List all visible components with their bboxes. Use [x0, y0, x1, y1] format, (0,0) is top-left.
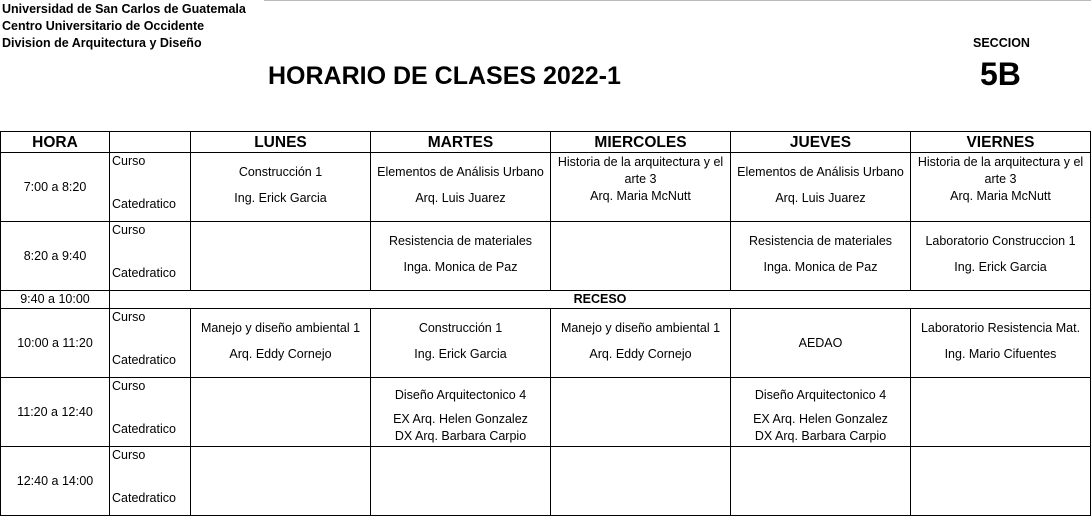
header-day: MIERCOLES	[551, 132, 731, 153]
spacer	[191, 448, 370, 458]
class-cell	[911, 153, 1091, 222]
schedule-body	[1, 132, 1091, 516]
spacer	[911, 389, 1090, 398]
spacer	[191, 223, 370, 233]
teacher-label: Catedratico	[112, 352, 176, 367]
course-name: Historia de la arquitectura y el arte 3	[557, 155, 724, 186]
teacher-name: Ing. Erick Garcia	[414, 347, 507, 361]
class-cell	[191, 378, 371, 447]
class-cell	[911, 222, 1091, 291]
cell-content	[731, 154, 910, 220]
header-day: MARTES	[371, 132, 551, 153]
spacer	[191, 458, 370, 467]
class-cell	[731, 153, 911, 222]
class-cell	[731, 222, 911, 291]
class-cell	[191, 222, 371, 291]
table-row	[1, 447, 1091, 516]
row-labels	[110, 447, 191, 516]
spacer	[911, 458, 1090, 467]
header-hora: HORA	[1, 132, 110, 153]
cell-content	[911, 154, 1090, 220]
course-label: Curso	[112, 448, 146, 462]
cell-content	[551, 379, 730, 445]
spacer	[911, 379, 1090, 389]
cell-content	[371, 223, 550, 289]
spacer	[551, 458, 730, 467]
teacher-label: Catedratico	[112, 265, 176, 280]
header-row	[1, 132, 1091, 153]
course-name: Laboratorio Resistencia Mat.	[920, 321, 1081, 335]
recess-time: 9:40 a 10:00	[1, 291, 110, 309]
teacher-name: Arq. Eddy Cornejo	[229, 347, 332, 361]
spacer	[731, 181, 910, 190]
cell-content	[371, 379, 550, 445]
spacer	[911, 337, 1090, 346]
cell-content	[191, 223, 370, 289]
cell-content	[371, 448, 550, 514]
course-name: Historia de la arquitectura y el arte 3	[917, 155, 1084, 186]
course-name: Resistencia de materiales	[748, 234, 893, 248]
course-name: Elementos de Análisis Urbano	[737, 165, 904, 179]
cell-content	[551, 310, 730, 376]
recess-label: RECESO	[110, 291, 1091, 309]
teacher-name: EX Arq. Helen Gonzalez	[753, 412, 888, 426]
spacer	[731, 223, 910, 233]
teacher-label: Catedratico	[112, 421, 176, 436]
spacer	[191, 379, 370, 389]
course-name: Diseño Arquitectonico 4	[754, 387, 887, 402]
spacer	[191, 181, 370, 190]
class-cell	[911, 378, 1091, 447]
class-cell	[731, 309, 911, 378]
cell-content	[911, 379, 1090, 445]
course-label: Curso	[112, 223, 146, 237]
cell-content	[731, 223, 910, 289]
class-cell	[371, 378, 551, 447]
spacer	[191, 233, 370, 242]
course-name: Construcción 1	[418, 321, 503, 335]
time-slot: 8:20 a 9:40	[1, 222, 110, 291]
header-day: LUNES	[191, 132, 371, 153]
class-cell	[191, 153, 371, 222]
course-name: Construcción 1	[238, 165, 323, 179]
class-cell	[911, 447, 1091, 516]
teacher-name: Ing. Erick Garcia	[954, 260, 1047, 274]
header-day: VIERNES	[911, 132, 1091, 153]
class-cell	[731, 378, 911, 447]
spacer	[371, 181, 550, 190]
cell-content	[371, 310, 550, 376]
spacer	[371, 448, 550, 458]
header-day: JUEVES	[731, 132, 911, 153]
teacher-name: Inga. Monica de Paz	[403, 260, 518, 274]
course-name: Diseño Arquitectonico 4	[394, 387, 527, 402]
spacer	[911, 250, 1090, 259]
spacer	[551, 223, 730, 233]
course-name: AEDAO	[798, 335, 843, 350]
spacer	[191, 389, 370, 398]
teacher-label: Catedratico	[112, 196, 176, 211]
spacer	[191, 154, 370, 164]
teacher-name: Arq. Luis Juarez	[775, 191, 866, 205]
spacer	[551, 448, 730, 458]
cell-content	[191, 379, 370, 445]
cell-content	[191, 310, 370, 376]
spacer	[911, 448, 1090, 458]
top-border-line	[264, 0, 1091, 1]
course-label: Curso	[112, 154, 146, 168]
page-title: HORARIO DE CLASES 2022-1	[268, 62, 621, 90]
cell-content	[371, 154, 550, 220]
cell-content	[551, 154, 730, 220]
class-cell	[191, 309, 371, 378]
spacer	[551, 337, 730, 346]
cell-content	[551, 223, 730, 289]
class-cell	[371, 309, 551, 378]
teacher-name: EX Arq. Helen Gonzalez	[393, 412, 528, 426]
teacher-label: Catedratico	[112, 490, 176, 505]
time-slot: 10:00 a 11:20	[1, 309, 110, 378]
teacher-name-2: DX Arq. Barbara Carpio	[754, 429, 887, 443]
class-cell	[551, 378, 731, 447]
spacer	[731, 404, 910, 411]
cell-content	[731, 379, 910, 445]
spacer	[371, 337, 550, 346]
spacer	[371, 223, 550, 233]
row-labels	[110, 222, 191, 291]
teacher-name: Arq. Maria McNutt	[950, 189, 1051, 203]
spacer	[551, 310, 730, 320]
class-cell	[731, 447, 911, 516]
spacer	[191, 337, 370, 346]
spacer	[371, 404, 550, 411]
teacher-name: Ing. Erick Garcia	[234, 191, 327, 205]
teacher-name-2: DX Arq. Barbara Carpio	[394, 429, 527, 443]
course-name: Elementos de Análisis Urbano	[377, 165, 544, 179]
spacer	[731, 250, 910, 259]
section-value: 5B	[980, 56, 1021, 92]
course-name: Manejo y diseño ambiental 1	[200, 321, 361, 335]
teacher-name: Arq. Maria McNutt	[590, 189, 691, 203]
class-cell	[191, 447, 371, 516]
spacer	[371, 154, 550, 164]
spacer	[911, 310, 1090, 320]
spacer	[551, 379, 730, 389]
spacer	[191, 310, 370, 320]
header-blank	[110, 132, 191, 153]
cell-content	[911, 310, 1090, 376]
spacer	[371, 379, 550, 387]
teacher-name: Inga. Monica de Paz	[763, 260, 878, 274]
cell-content	[191, 154, 370, 220]
table-row	[1, 153, 1091, 222]
campus-name: Centro Universitario de Occidente	[2, 19, 205, 33]
class-cell	[371, 447, 551, 516]
time-slot: 7:00 a 8:20	[1, 153, 110, 222]
row-labels	[110, 309, 191, 378]
cell-content	[551, 448, 730, 514]
row-labels	[110, 153, 191, 222]
table-row	[1, 222, 1091, 291]
spacer	[731, 448, 910, 458]
course-name: Resistencia de materiales	[388, 234, 533, 248]
spacer	[731, 458, 910, 467]
cell-content	[911, 448, 1090, 514]
teacher-name: Arq. Eddy Cornejo	[589, 347, 692, 361]
cell-content	[731, 448, 910, 514]
table-row	[1, 378, 1091, 447]
class-cell	[911, 309, 1091, 378]
time-slot: 11:20 a 12:40	[1, 378, 110, 447]
cell-content	[191, 448, 370, 514]
spacer	[731, 379, 910, 387]
class-cell	[551, 447, 731, 516]
spacer	[731, 154, 910, 164]
class-cell	[551, 309, 731, 378]
institution-name: Universidad de San Carlos de Guatemala	[2, 2, 246, 16]
course-label: Curso	[112, 310, 146, 324]
class-cell	[371, 222, 551, 291]
course-name: Manejo y diseño ambiental 1	[560, 321, 721, 335]
division-name: Division de Arquitectura y Diseño	[2, 36, 202, 50]
cell-content	[911, 223, 1090, 289]
schedule-table	[0, 131, 1091, 516]
spacer	[371, 250, 550, 259]
spacer	[551, 389, 730, 398]
spacer	[371, 310, 550, 320]
teacher-name: Arq. Luis Juarez	[415, 191, 506, 205]
class-cell	[371, 153, 551, 222]
recess-row	[1, 291, 1091, 309]
spacer	[911, 223, 1090, 233]
course-label: Curso	[112, 379, 146, 393]
section-label: SECCION	[973, 36, 1030, 50]
table-row	[1, 309, 1091, 378]
spacer	[371, 458, 550, 467]
course-name: Laboratorio Construccion 1	[925, 234, 1076, 248]
class-cell	[551, 222, 731, 291]
class-cell	[551, 153, 731, 222]
row-labels	[110, 378, 191, 447]
spacer	[551, 233, 730, 242]
time-slot: 12:40 a 14:00	[1, 447, 110, 516]
teacher-name: Ing. Mario Cifuentes	[944, 347, 1057, 361]
